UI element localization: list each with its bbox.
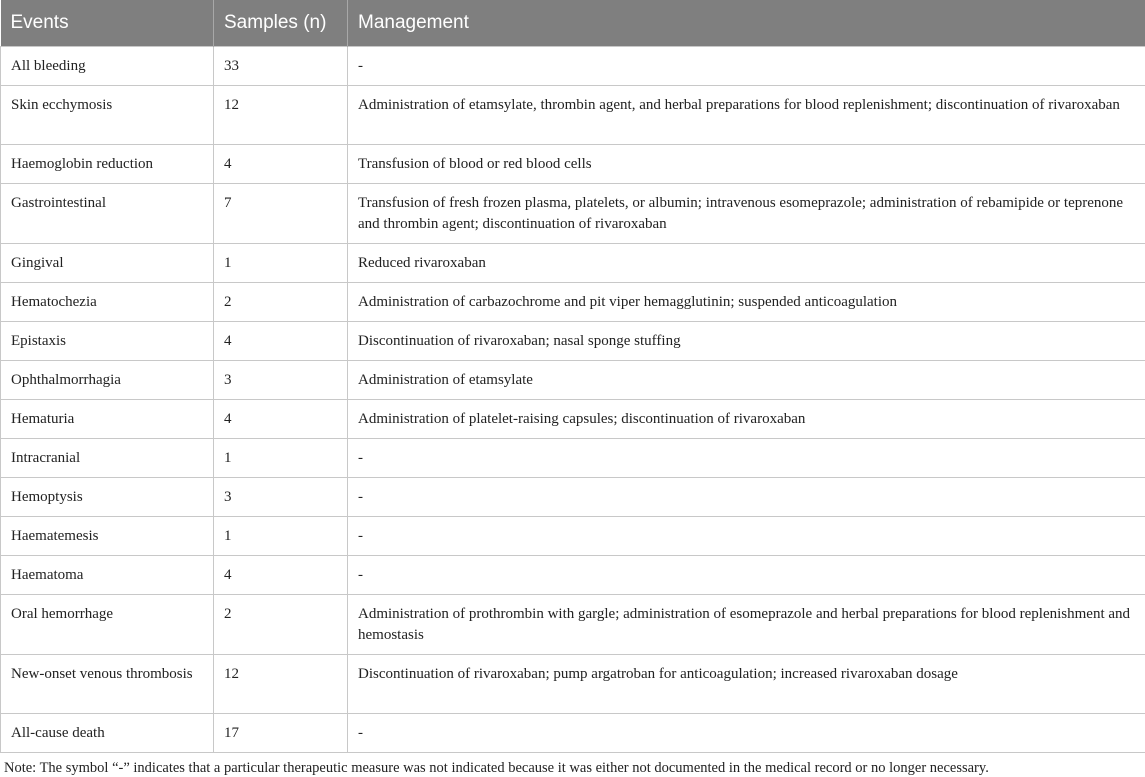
samples-cell: 1 xyxy=(214,516,348,555)
samples-cell: 3 xyxy=(214,477,348,516)
management-cell: - xyxy=(348,516,1145,555)
table-row xyxy=(1,399,1145,438)
column-header-events: Events xyxy=(1,0,214,46)
table-row xyxy=(1,555,1145,594)
management-cell: - xyxy=(348,477,1145,516)
event-cell: Ophthalmorrhagia xyxy=(1,360,214,399)
table-row xyxy=(1,713,1145,752)
management-cell: - xyxy=(348,555,1145,594)
samples-cell: 17 xyxy=(214,713,348,752)
samples-cell: 12 xyxy=(214,654,348,713)
samples-cell: 12 xyxy=(214,85,348,144)
table-row xyxy=(1,243,1145,282)
table-body xyxy=(1,46,1145,752)
table-header xyxy=(1,0,1145,46)
samples-cell: 1 xyxy=(214,438,348,477)
management-cell: - xyxy=(348,713,1145,752)
event-cell: Hemoptysis xyxy=(1,477,214,516)
samples-cell: 4 xyxy=(214,321,348,360)
event-cell: Haematemesis xyxy=(1,516,214,555)
samples-cell: 2 xyxy=(214,282,348,321)
management-cell: - xyxy=(348,46,1145,85)
table-row xyxy=(1,183,1145,243)
event-cell: Gastrointestinal xyxy=(1,183,214,243)
event-cell: Intracranial xyxy=(1,438,214,477)
samples-cell: 2 xyxy=(214,594,348,654)
management-cell: Discontinuation of rivaroxaban; nasal sponge stuffing xyxy=(348,321,1145,360)
event-cell: Hematochezia xyxy=(1,282,214,321)
column-header-samples: Samples (n) xyxy=(214,0,348,46)
samples-cell: 4 xyxy=(214,555,348,594)
table-row xyxy=(1,282,1145,321)
management-cell: Transfusion of blood or red blood cells xyxy=(348,144,1145,183)
event-cell: Epistaxis xyxy=(1,321,214,360)
table-footnote: Note: The symbol “-” indicates that a particular therapeutic measure was not indicated because it was either not documented in the medical record or no longer necessary. xyxy=(0,753,1145,777)
table-row xyxy=(1,594,1145,654)
column-header-management: Management xyxy=(348,0,1145,46)
samples-cell: 7 xyxy=(214,183,348,243)
samples-cell: 4 xyxy=(214,144,348,183)
event-cell: Gingival xyxy=(1,243,214,282)
samples-cell: 4 xyxy=(214,399,348,438)
event-cell: Hematuria xyxy=(1,399,214,438)
event-cell: Skin ecchymosis xyxy=(1,85,214,144)
table-row xyxy=(1,46,1145,85)
management-cell: - xyxy=(348,438,1145,477)
header-row xyxy=(1,0,1145,46)
samples-cell: 33 xyxy=(214,46,348,85)
management-cell: Administration of etamsylate xyxy=(348,360,1145,399)
event-cell: New-onset venous thrombosis xyxy=(1,654,214,713)
table-row xyxy=(1,477,1145,516)
management-cell: Administration of platelet-raising capsules; discontinuation of rivaroxaban xyxy=(348,399,1145,438)
samples-cell: 1 xyxy=(214,243,348,282)
table-row xyxy=(1,516,1145,555)
management-cell: Administration of carbazochrome and pit viper hemagglutinin; suspended anticoagulation xyxy=(348,282,1145,321)
management-cell: Transfusion of fresh frozen plasma, platelets, or albumin; intravenous esomeprazole; administration of rebamipide or teprenone and thrombin agent; discontinuation of rivaroxaban xyxy=(348,183,1145,243)
table-row xyxy=(1,144,1145,183)
samples-cell: 3 xyxy=(214,360,348,399)
event-cell: All bleeding xyxy=(1,46,214,85)
management-cell: Administration of prothrombin with gargle; administration of esomeprazole and herbal preparations for blood replenishment and hemostasis xyxy=(348,594,1145,654)
management-cell: Administration of etamsylate, thrombin agent, and herbal preparations for blood replenishment; discontinuation of rivaroxaban xyxy=(348,85,1145,144)
event-cell: All-cause death xyxy=(1,713,214,752)
table-row xyxy=(1,321,1145,360)
event-cell: Haemoglobin reduction xyxy=(1,144,214,183)
management-cell: Reduced rivaroxaban xyxy=(348,243,1145,282)
table-row xyxy=(1,360,1145,399)
event-cell: Oral hemorrhage xyxy=(1,594,214,654)
management-cell: Discontinuation of rivaroxaban; pump argatroban for anticoagulation; increased rivaroxaban dosage xyxy=(348,654,1145,713)
table-row xyxy=(1,85,1145,144)
event-cell: Haematoma xyxy=(1,555,214,594)
table-row xyxy=(1,654,1145,713)
table-row xyxy=(1,438,1145,477)
